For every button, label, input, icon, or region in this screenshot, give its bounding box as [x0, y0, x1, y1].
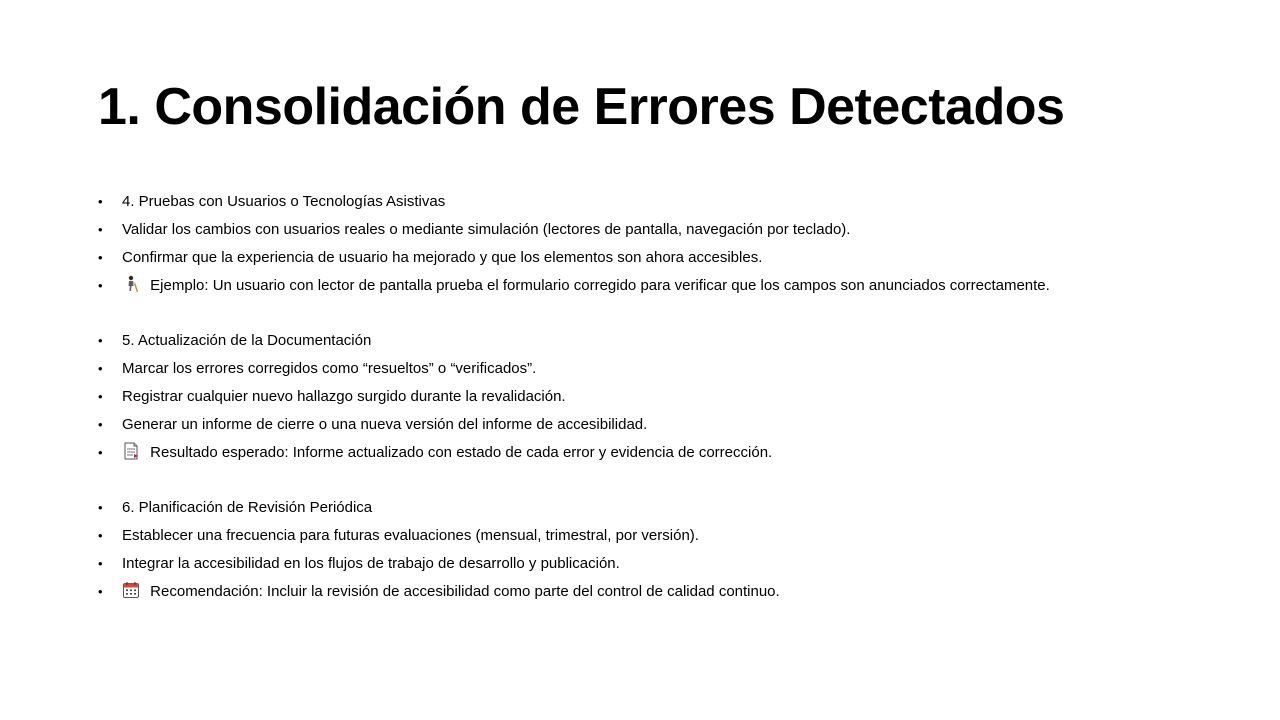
bullet-marker: •: [98, 528, 103, 543]
bullet-marker: •: [98, 250, 103, 265]
bullet-text: Generar un informe de cierre o una nueva versión del informe de accesibilidad.: [122, 416, 648, 433]
bullet-group-testing: [98, 188, 1218, 300]
bullet-marker: •: [98, 417, 103, 432]
bullet-text: Validar los cambios con usuarios reales o mediante simulación (lectores de pantalla, navegación por teclado).: [122, 221, 851, 238]
bullet-text: Establecer una frecuencia para futuras evaluaciones (mensual, trimestral, por versión).: [122, 527, 699, 544]
bullet-text: 6. Planificación de Revisión Periódica: [122, 499, 373, 516]
bullet-item: [98, 272, 1218, 300]
slide-title: 1. Consolidación de Errores Detectados: [98, 78, 1065, 136]
bullet-text: Confirmar que la experiencia de usuario ha mejorado y que los elementos son ahora accesibles.: [122, 249, 763, 266]
bullet-item: [98, 383, 1218, 411]
bullet-item: [98, 411, 1218, 439]
person-with-cane-icon: [122, 275, 140, 293]
bullet-text: Recomendación: Incluir la revisión de accesibilidad como parte del control de calidad continuo.: [150, 583, 780, 600]
bullet-marker: •: [98, 584, 103, 599]
bullet-item: [98, 494, 1218, 522]
bullet-marker: •: [98, 278, 103, 293]
bullet-item: [98, 188, 1218, 216]
bullet-item: [98, 244, 1218, 272]
bullet-text: 5. Actualización de la Documentación: [122, 332, 372, 349]
bullet-item: [98, 550, 1218, 578]
bullet-item: [98, 355, 1218, 383]
bullet-item: [98, 522, 1218, 550]
slide-content: [98, 188, 1218, 606]
calendar-icon: [122, 581, 140, 599]
bullet-item: [98, 216, 1218, 244]
bullet-marker: •: [98, 389, 103, 404]
bullet-text: 4. Pruebas con Usuarios o Tecnologías Asistivas: [122, 193, 446, 210]
bullet-marker: •: [98, 333, 103, 348]
bullet-text: Integrar la accesibilidad en los flujos de trabajo de desarrollo y publicación.: [122, 555, 620, 572]
bullet-marker: •: [98, 500, 103, 515]
bullet-item: [98, 578, 1218, 606]
bullet-text: Registrar cualquier nuevo hallazgo surgido durante la revalidación.: [122, 388, 566, 405]
bullet-marker: •: [98, 222, 103, 237]
bullet-marker: •: [98, 361, 103, 376]
bullet-item: [98, 327, 1218, 355]
bullet-text: Ejemplo: Un usuario con lector de pantalla prueba el formulario corregido para verificar que los campos son anunciados correctamente.: [150, 277, 1050, 294]
document-icon: [122, 442, 140, 460]
bullet-text: Resultado esperado: Informe actualizado con estado de cada error y evidencia de corrección.: [150, 444, 773, 461]
bullet-marker: •: [98, 556, 103, 571]
bullet-marker: •: [98, 445, 103, 460]
bullet-group-periodic-review: [98, 494, 1218, 606]
bullet-marker: •: [98, 194, 103, 209]
bullet-item: [98, 439, 1218, 467]
bullet-group-documentation: [98, 327, 1218, 467]
bullet-text: Marcar los errores corregidos como “resueltos” o “verificados”.: [122, 360, 537, 377]
